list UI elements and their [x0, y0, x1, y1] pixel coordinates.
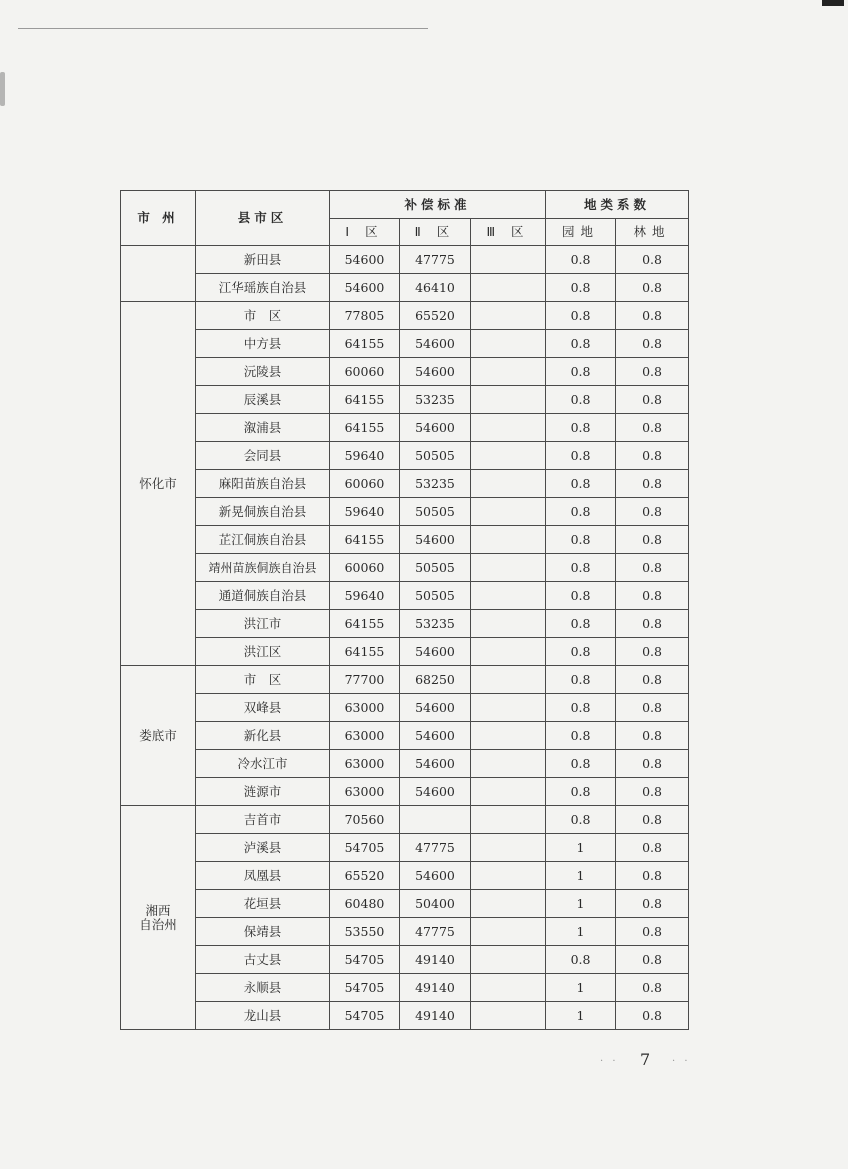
- compensation-table: [120, 190, 689, 1030]
- forest-coef-cell: 0.8: [616, 414, 689, 442]
- zone1-cell: 64155: [330, 610, 400, 638]
- zone2-cell: 54600: [400, 722, 471, 750]
- scan-binding-mark: [0, 72, 5, 106]
- garden-coef-cell: 0.8: [546, 526, 616, 554]
- zone1-cell: 60480: [330, 890, 400, 918]
- county-cell: 洪江区: [196, 638, 330, 666]
- zone1-cell: 59640: [330, 442, 400, 470]
- zone2-cell: 49140: [400, 974, 471, 1002]
- garden-coef-cell: 1: [546, 862, 616, 890]
- zone3-cell: [471, 946, 546, 974]
- forest-coef-cell: 0.8: [616, 246, 689, 274]
- zone2-cell: 50505: [400, 442, 471, 470]
- county-cell: 花垣县: [196, 890, 330, 918]
- zone2-cell: 54600: [400, 694, 471, 722]
- zone3-cell: [471, 302, 546, 330]
- zone3-cell: [471, 834, 546, 862]
- zone3-cell: [471, 974, 546, 1002]
- header-county: 县市区: [196, 191, 330, 246]
- zone2-cell: 68250: [400, 666, 471, 694]
- header-city: 市 州: [121, 191, 196, 246]
- table-body: [121, 246, 689, 1030]
- zone1-cell: 59640: [330, 582, 400, 610]
- zone2-cell: 50400: [400, 890, 471, 918]
- table-row: [121, 302, 689, 330]
- forest-coef-cell: 0.8: [616, 302, 689, 330]
- county-cell: 靖州苗族侗族自治县: [196, 554, 330, 582]
- zone2-cell: 54600: [400, 862, 471, 890]
- zone2-cell: 53235: [400, 470, 471, 498]
- zone2-cell: 49140: [400, 1002, 471, 1030]
- zone2-cell: 54600: [400, 330, 471, 358]
- county-cell: 会同县: [196, 442, 330, 470]
- zone1-cell: 64155: [330, 526, 400, 554]
- city-cell: 娄底市: [121, 666, 196, 806]
- zone2-cell: 47775: [400, 918, 471, 946]
- county-cell: 洪江市: [196, 610, 330, 638]
- garden-coef-cell: 0.8: [546, 750, 616, 778]
- zone1-cell: 64155: [330, 638, 400, 666]
- table-row: [121, 862, 689, 890]
- zone2-cell: 50505: [400, 554, 471, 582]
- forest-coef-cell: 0.8: [616, 526, 689, 554]
- table-row: [121, 834, 689, 862]
- county-cell: 新田县: [196, 246, 330, 274]
- forest-coef-cell: 0.8: [616, 386, 689, 414]
- forest-coef-cell: 0.8: [616, 274, 689, 302]
- zone3-cell: [471, 806, 546, 834]
- forest-coef-cell: 0.8: [616, 974, 689, 1002]
- garden-coef-cell: 1: [546, 834, 616, 862]
- zone3-cell: [471, 330, 546, 358]
- county-cell: 龙山县: [196, 1002, 330, 1030]
- zone2-cell: 54600: [400, 358, 471, 386]
- zone1-cell: 64155: [330, 330, 400, 358]
- zone1-cell: 63000: [330, 750, 400, 778]
- garden-coef-cell: 0.8: [546, 638, 616, 666]
- zone3-cell: [471, 610, 546, 638]
- county-cell: 溆浦县: [196, 414, 330, 442]
- zone3-cell: [471, 918, 546, 946]
- zone2-cell: 53235: [400, 610, 471, 638]
- forest-coef-cell: 0.8: [616, 666, 689, 694]
- garden-coef-cell: 0.8: [546, 666, 616, 694]
- table-row: [121, 694, 689, 722]
- zone1-cell: 53550: [330, 918, 400, 946]
- forest-coef-cell: 0.8: [616, 442, 689, 470]
- zone3-cell: [471, 386, 546, 414]
- forest-coef-cell: 0.8: [616, 358, 689, 386]
- table-row: [121, 778, 689, 806]
- header-rule: [18, 28, 428, 29]
- zone2-cell: 50505: [400, 582, 471, 610]
- zone2-cell: 54600: [400, 750, 471, 778]
- zone2-cell: 47775: [400, 246, 471, 274]
- forest-coef-cell: 0.8: [616, 750, 689, 778]
- zone2-cell: 47775: [400, 834, 471, 862]
- header-zone2: Ⅱ 区: [400, 219, 471, 246]
- county-cell: 麻阳苗族自治县: [196, 470, 330, 498]
- zone2-cell: 49140: [400, 946, 471, 974]
- garden-coef-cell: 0.8: [546, 778, 616, 806]
- forest-coef-cell: 0.8: [616, 470, 689, 498]
- garden-coef-cell: 0.8: [546, 946, 616, 974]
- garden-coef-cell: 1: [546, 974, 616, 1002]
- garden-coef-cell: 0.8: [546, 610, 616, 638]
- zone3-cell: [471, 442, 546, 470]
- forest-coef-cell: 0.8: [616, 722, 689, 750]
- zone1-cell: 60060: [330, 470, 400, 498]
- zone1-cell: 63000: [330, 694, 400, 722]
- table-row: [121, 554, 689, 582]
- zone1-cell: 64155: [330, 386, 400, 414]
- county-cell: 市 区: [196, 666, 330, 694]
- forest-coef-cell: 0.8: [616, 890, 689, 918]
- header-standard: 补偿标准: [330, 191, 546, 219]
- county-cell: 新晃侗族自治县: [196, 498, 330, 526]
- table-row: [121, 974, 689, 1002]
- table-row: [121, 442, 689, 470]
- forest-coef-cell: 0.8: [616, 778, 689, 806]
- zone1-cell: 54705: [330, 1002, 400, 1030]
- zone3-cell: [471, 414, 546, 442]
- forest-coef-cell: 0.8: [616, 498, 689, 526]
- zone1-cell: 65520: [330, 862, 400, 890]
- county-cell: 古丈县: [196, 946, 330, 974]
- county-cell: 辰溪县: [196, 386, 330, 414]
- table-row: [121, 414, 689, 442]
- zone1-cell: 59640: [330, 498, 400, 526]
- table-row: [121, 274, 689, 302]
- zone1-cell: 60060: [330, 554, 400, 582]
- garden-coef-cell: 1: [546, 1002, 616, 1030]
- header-zone3: Ⅲ 区: [471, 219, 546, 246]
- zone2-cell: 54600: [400, 414, 471, 442]
- forest-coef-cell: 0.8: [616, 582, 689, 610]
- header-forest: 林地: [616, 219, 689, 246]
- zone3-cell: [471, 246, 546, 274]
- county-cell: 中方县: [196, 330, 330, 358]
- zone3-cell: [471, 526, 546, 554]
- garden-coef-cell: 0.8: [546, 806, 616, 834]
- county-cell: 涟源市: [196, 778, 330, 806]
- garden-coef-cell: 0.8: [546, 386, 616, 414]
- zone2-cell: 50505: [400, 498, 471, 526]
- zone2-cell: [400, 806, 471, 834]
- zone3-cell: [471, 638, 546, 666]
- zone1-cell: 63000: [330, 778, 400, 806]
- zone2-cell: 46410: [400, 274, 471, 302]
- header-zone1: Ⅰ 区: [330, 219, 400, 246]
- garden-coef-cell: 0.8: [546, 554, 616, 582]
- forest-coef-cell: 0.8: [616, 694, 689, 722]
- table-row: [121, 526, 689, 554]
- header-coef: 地类系数: [546, 191, 689, 219]
- table-row: [121, 358, 689, 386]
- garden-coef-cell: 0.8: [546, 582, 616, 610]
- zone3-cell: [471, 666, 546, 694]
- table-row: [121, 918, 689, 946]
- zone3-cell: [471, 862, 546, 890]
- garden-coef-cell: 0.8: [546, 442, 616, 470]
- zone1-cell: 64155: [330, 414, 400, 442]
- page-number: 7: [640, 1050, 651, 1069]
- garden-coef-cell: 0.8: [546, 330, 616, 358]
- county-cell: 双峰县: [196, 694, 330, 722]
- forest-coef-cell: 0.8: [616, 806, 689, 834]
- zone3-cell: [471, 498, 546, 526]
- zone1-cell: 77805: [330, 302, 400, 330]
- garden-coef-cell: 0.8: [546, 302, 616, 330]
- county-cell: 保靖县: [196, 918, 330, 946]
- table-row: [121, 610, 689, 638]
- garden-coef-cell: 0.8: [546, 358, 616, 386]
- table-row: [121, 638, 689, 666]
- scan-corner-mark: [822, 0, 844, 6]
- garden-coef-cell: 1: [546, 890, 616, 918]
- county-cell: 凤凰县: [196, 862, 330, 890]
- forest-coef-cell: 0.8: [616, 638, 689, 666]
- county-cell: 永顺县: [196, 974, 330, 1002]
- zone2-cell: 54600: [400, 778, 471, 806]
- forest-coef-cell: 0.8: [616, 1002, 689, 1030]
- zone1-cell: 54600: [330, 246, 400, 274]
- zone1-cell: 77700: [330, 666, 400, 694]
- zone3-cell: [471, 358, 546, 386]
- page-dots-right: · ·: [672, 1056, 691, 1067]
- table-row: [121, 946, 689, 974]
- garden-coef-cell: 0.8: [546, 414, 616, 442]
- garden-coef-cell: 0.8: [546, 274, 616, 302]
- table-row: [121, 890, 689, 918]
- page-dots-left: · ·: [600, 1056, 619, 1067]
- forest-coef-cell: 0.8: [616, 330, 689, 358]
- zone2-cell: 54600: [400, 526, 471, 554]
- zone3-cell: [471, 750, 546, 778]
- city-cell: [121, 246, 196, 302]
- table-row: [121, 666, 689, 694]
- zone3-cell: [471, 890, 546, 918]
- forest-coef-cell: 0.8: [616, 610, 689, 638]
- zone3-cell: [471, 778, 546, 806]
- garden-coef-cell: 0.8: [546, 694, 616, 722]
- zone2-cell: 53235: [400, 386, 471, 414]
- county-cell: 冷水江市: [196, 750, 330, 778]
- zone1-cell: 54705: [330, 834, 400, 862]
- zone1-cell: 60060: [330, 358, 400, 386]
- garden-coef-cell: 0.8: [546, 722, 616, 750]
- garden-coef-cell: 1: [546, 918, 616, 946]
- forest-coef-cell: 0.8: [616, 834, 689, 862]
- zone1-cell: 70560: [330, 806, 400, 834]
- forest-coef-cell: 0.8: [616, 946, 689, 974]
- county-cell: 市 区: [196, 302, 330, 330]
- county-cell: 吉首市: [196, 806, 330, 834]
- table-row: [121, 722, 689, 750]
- table-row: [121, 386, 689, 414]
- zone1-cell: 54705: [330, 946, 400, 974]
- forest-coef-cell: 0.8: [616, 862, 689, 890]
- zone1-cell: 63000: [330, 722, 400, 750]
- county-cell: 芷江侗族自治县: [196, 526, 330, 554]
- county-cell: 沅陵县: [196, 358, 330, 386]
- forest-coef-cell: 0.8: [616, 918, 689, 946]
- garden-coef-cell: 0.8: [546, 498, 616, 526]
- forest-coef-cell: 0.8: [616, 554, 689, 582]
- header-garden: 园地: [546, 219, 616, 246]
- table-row: [121, 806, 689, 834]
- zone3-cell: [471, 722, 546, 750]
- table-row: [121, 470, 689, 498]
- zone1-cell: 54600: [330, 274, 400, 302]
- table-row: [121, 1002, 689, 1030]
- garden-coef-cell: 0.8: [546, 246, 616, 274]
- county-cell: 泸溪县: [196, 834, 330, 862]
- zone3-cell: [471, 582, 546, 610]
- zone3-cell: [471, 554, 546, 582]
- table-row: [121, 246, 689, 274]
- zone3-cell: [471, 694, 546, 722]
- county-cell: 通道侗族自治县: [196, 582, 330, 610]
- zone2-cell: 65520: [400, 302, 471, 330]
- zone3-cell: [471, 470, 546, 498]
- city-cell: 湘西 自治州: [121, 806, 196, 1030]
- zone3-cell: [471, 1002, 546, 1030]
- county-cell: 江华瑶族自治县: [196, 274, 330, 302]
- table-row: [121, 498, 689, 526]
- garden-coef-cell: 0.8: [546, 470, 616, 498]
- city-cell: 怀化市: [121, 302, 196, 666]
- table-row: [121, 582, 689, 610]
- zone2-cell: 54600: [400, 638, 471, 666]
- table-row: [121, 750, 689, 778]
- county-cell: 新化县: [196, 722, 330, 750]
- zone1-cell: 54705: [330, 974, 400, 1002]
- zone3-cell: [471, 274, 546, 302]
- table-row: [121, 330, 689, 358]
